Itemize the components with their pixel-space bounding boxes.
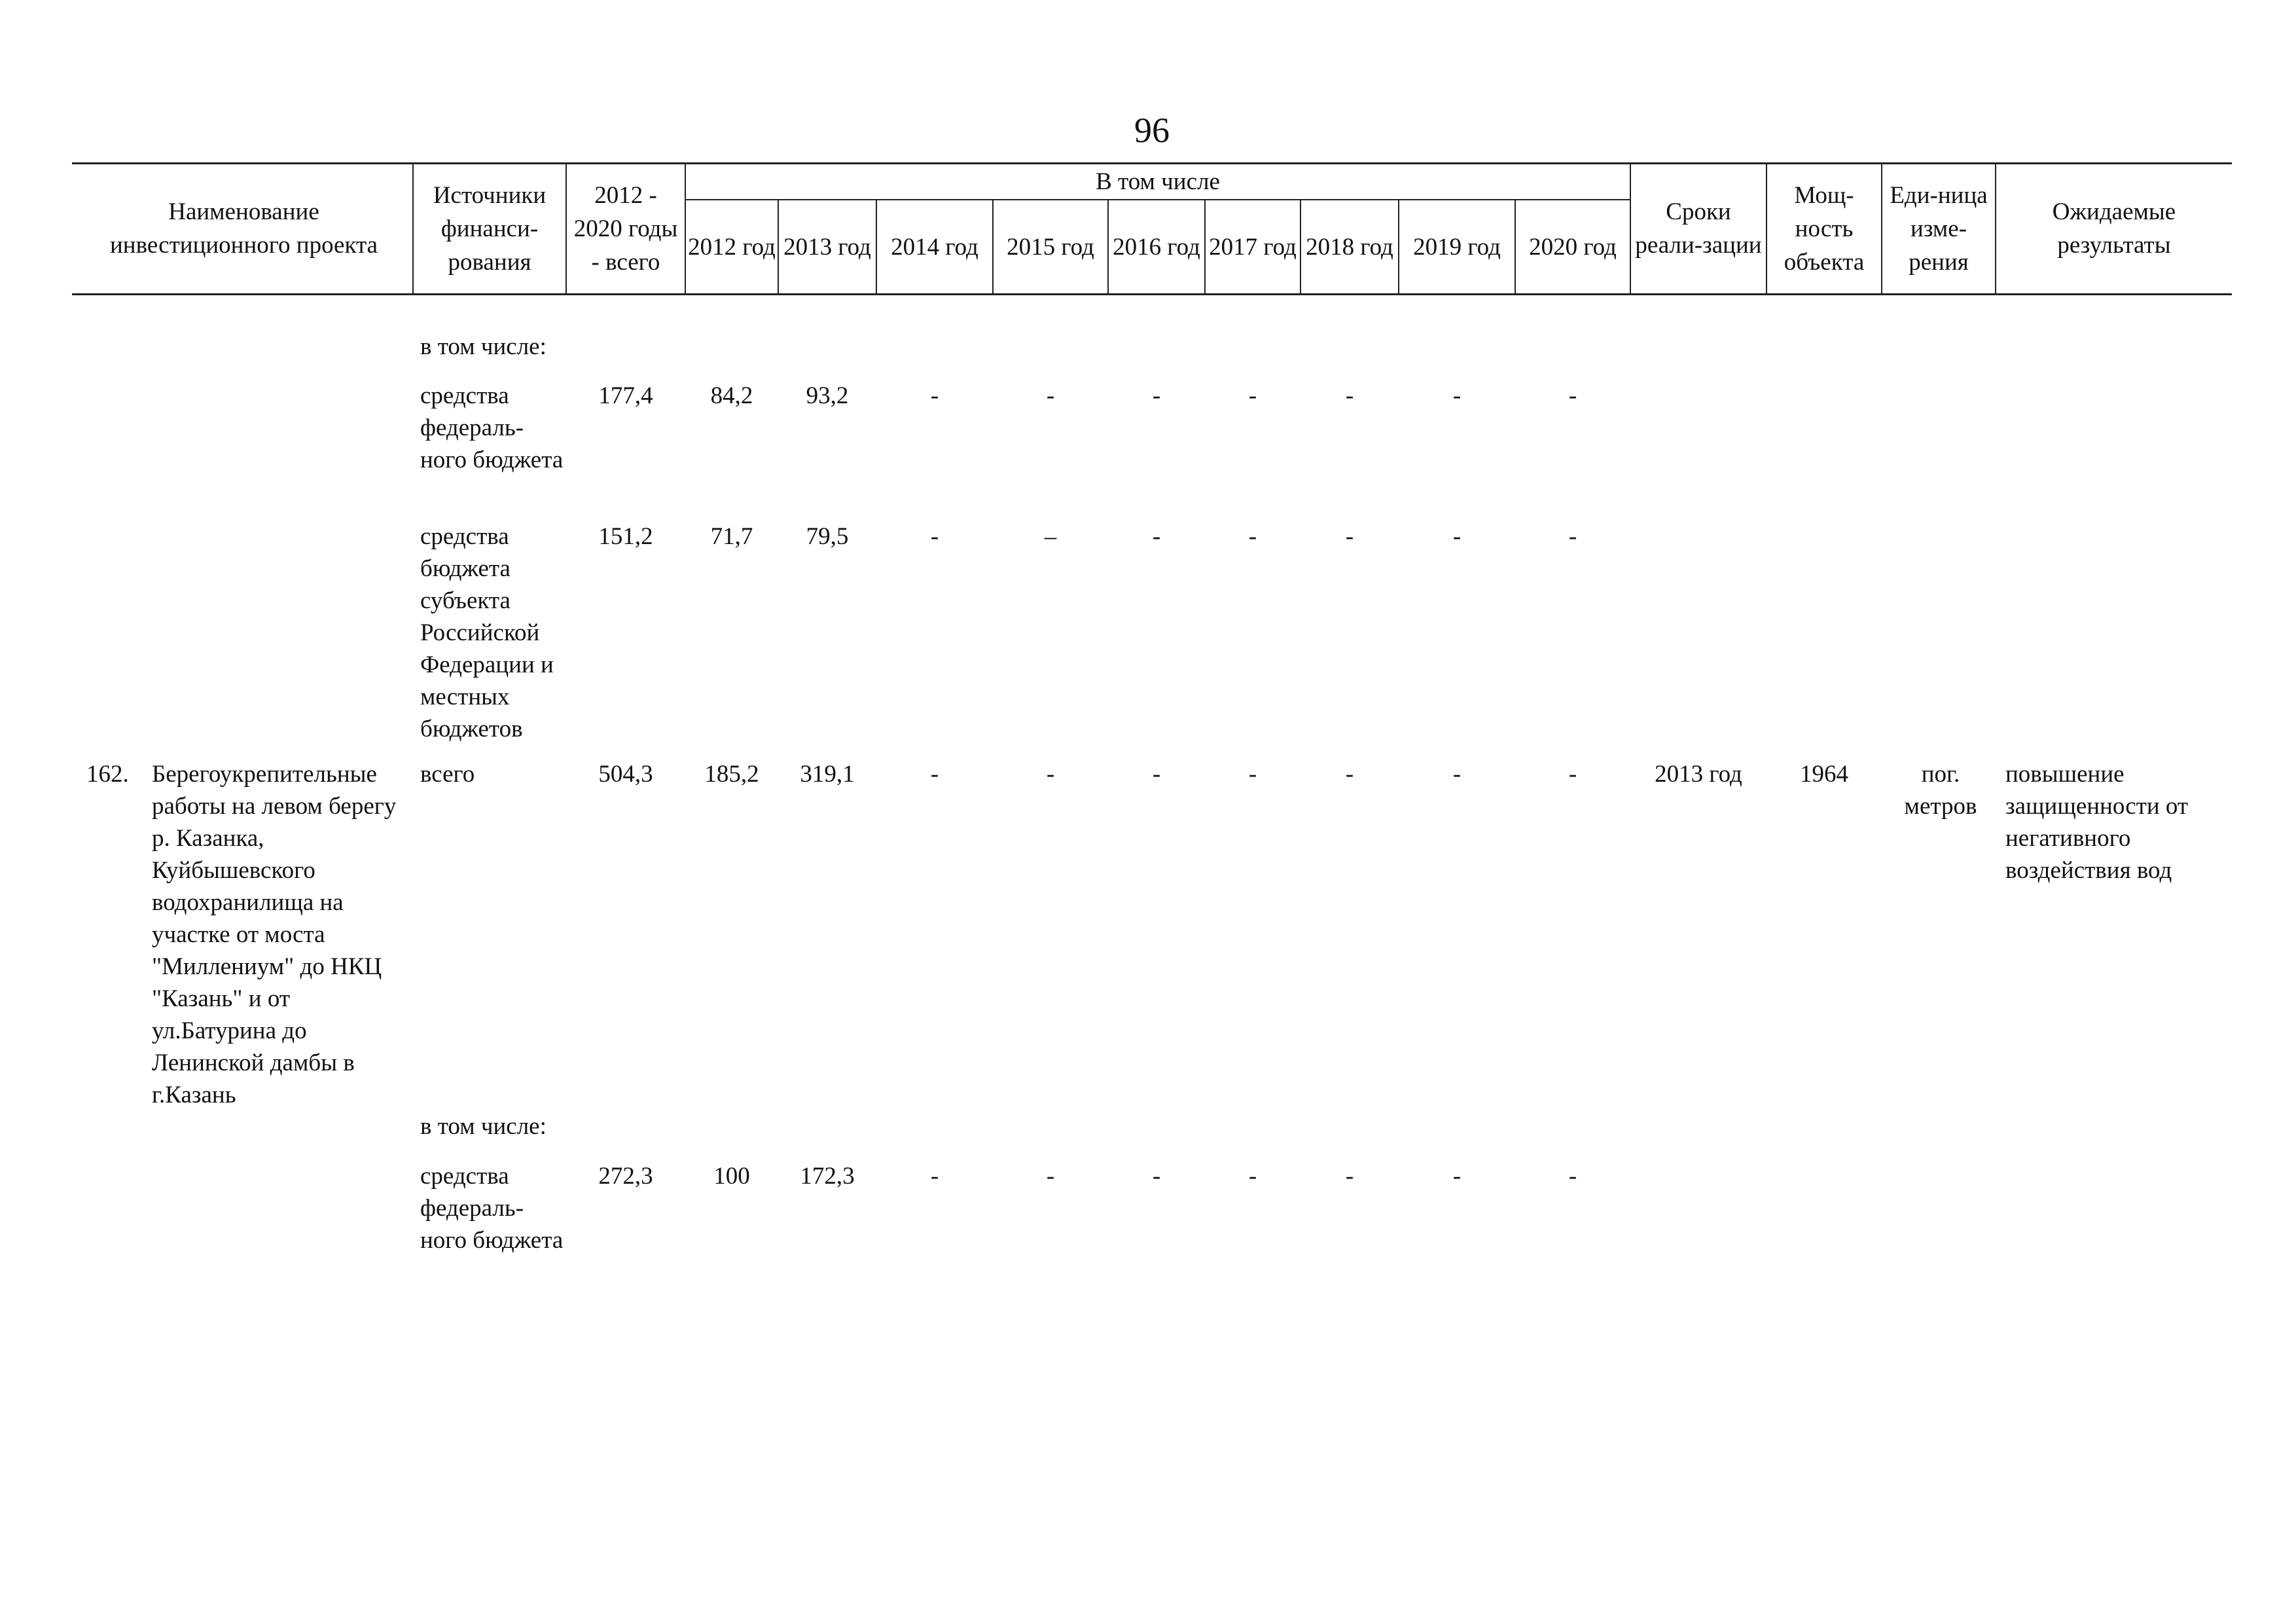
header-col-divider xyxy=(1300,200,1301,295)
row-year-2019: - xyxy=(1452,382,1462,409)
row-capacity: 1964 xyxy=(1800,761,1848,788)
row-year-2020: - xyxy=(1568,761,1577,788)
row-year-2016: - xyxy=(1152,1163,1161,1190)
row-year-2018: - xyxy=(1345,1163,1354,1190)
row-year-2020: - xyxy=(1568,523,1577,550)
row-source: всего xyxy=(420,761,475,788)
row-year-2015: – xyxy=(1044,523,1057,550)
row-year-2016: - xyxy=(1152,761,1161,788)
row-year-2014: - xyxy=(930,761,939,788)
row-total: 272,3 xyxy=(598,1163,653,1190)
header-col-divider xyxy=(1107,200,1109,295)
row-year-2019: - xyxy=(1452,1163,1462,1190)
row-year-2014: - xyxy=(930,382,939,409)
header-year-2015: 2015 год xyxy=(1007,233,1094,261)
row-source: средства федераль-ного бюджета xyxy=(420,382,564,473)
header-total-years: 2012 - 2020 годы - всего xyxy=(573,181,678,276)
header-col-divider xyxy=(685,164,686,295)
row-year-2017: - xyxy=(1248,382,1257,409)
row-year-2020: - xyxy=(1568,382,1577,409)
header-col-divider xyxy=(1630,164,1631,295)
row-year-2014: - xyxy=(930,523,939,550)
row-results: повышение защищенности от негативного воздействия вод xyxy=(2005,761,2189,884)
header-year-2012: 2012 год xyxy=(688,233,776,261)
header-col-divider xyxy=(1398,200,1399,295)
row-unit: пог. метров xyxy=(1904,761,1977,820)
header-col-divider xyxy=(412,164,414,295)
row-year-2015: - xyxy=(1046,761,1055,788)
row-year-2012: 100 xyxy=(713,1163,750,1190)
page-number: 96 xyxy=(1134,111,1170,150)
header-including: В том числе xyxy=(1096,168,1220,195)
including-divider-rule xyxy=(685,199,1631,200)
row-year-2017: - xyxy=(1248,761,1257,788)
header-capacity: Мощ-ность объекта xyxy=(1784,181,1865,276)
row-year-2013: 172,3 xyxy=(800,1163,855,1190)
header-year-2017: 2017 год xyxy=(1209,233,1297,261)
header-col-divider xyxy=(1881,164,1882,295)
row-total: 177,4 xyxy=(598,382,653,409)
row-year-2019: - xyxy=(1452,761,1462,788)
row-year-2014: - xyxy=(930,1163,939,1190)
row-year-2020: - xyxy=(1568,1163,1577,1190)
row-year-2018: - xyxy=(1345,523,1354,550)
row-year-2012: 71,7 xyxy=(710,523,753,550)
header-col-divider xyxy=(992,200,994,295)
row-year-2017: - xyxy=(1248,1163,1257,1190)
row-year-2019: - xyxy=(1452,523,1462,550)
row-year-2016: - xyxy=(1152,523,1161,550)
header-unit: Еди-ница изме-рения xyxy=(1890,181,1988,276)
header-year-2019: 2019 год xyxy=(1413,233,1501,261)
row-total: 151,2 xyxy=(598,523,653,550)
row-number: 162. xyxy=(86,761,129,788)
row-source: в том числе: xyxy=(420,1113,547,1140)
header-sources: Источники финанси-рования xyxy=(433,181,547,276)
header-bottom-rule xyxy=(72,293,2232,295)
row-year-2018: - xyxy=(1345,761,1354,788)
header-results: Ожидаемые результаты xyxy=(2052,198,2176,259)
row-year-2018: - xyxy=(1345,382,1354,409)
row-year-2013: 93,2 xyxy=(806,382,849,409)
row-year-2012: 84,2 xyxy=(710,382,753,409)
header-col-divider xyxy=(1204,200,1206,295)
header-terms: Сроки реали-зации xyxy=(1635,198,1762,259)
row-total: 504,3 xyxy=(598,761,653,788)
row-source: в том числе: xyxy=(420,333,547,360)
header-col-divider xyxy=(1766,164,1767,295)
header-col-divider xyxy=(1515,200,1516,295)
row-source: средства бюджета субъекта Российской Федерации и местных бюджетов xyxy=(420,523,554,742)
row-year-2016: - xyxy=(1152,382,1161,409)
project-name: Берегоукрепительные работы на левом берегу р. Казанка, Куйбышевского водохранилища на участке от моста "Миллениум" до НКЦ "Казань" и от ул.Батурина до Ленинской дамбы в г.Казань xyxy=(152,761,397,1108)
row-year-2015: - xyxy=(1046,382,1055,409)
header-year-2014: 2014 год xyxy=(891,233,978,261)
header-project-name: Наименование инвестиционного проекта xyxy=(109,198,378,259)
row-year-2013: 319,1 xyxy=(800,761,855,788)
row-year-2013: 79,5 xyxy=(806,523,849,550)
row-terms: 2013 год xyxy=(1655,761,1742,788)
header-year-2018: 2018 год xyxy=(1306,233,1393,261)
row-year-2015: - xyxy=(1046,1163,1055,1190)
header-col-divider xyxy=(1995,164,1996,295)
row-source: средства федераль-ного бюджета xyxy=(420,1163,564,1254)
header-year-2013: 2013 год xyxy=(783,233,871,261)
row-year-2017: - xyxy=(1248,523,1257,550)
header-col-divider xyxy=(565,164,567,295)
row-year-2012: 185,2 xyxy=(704,761,759,788)
header-year-2020: 2020 год xyxy=(1529,233,1617,261)
header-col-divider xyxy=(876,200,877,295)
header-year-2016: 2016 год xyxy=(1113,233,1200,261)
header-col-divider xyxy=(778,200,779,295)
